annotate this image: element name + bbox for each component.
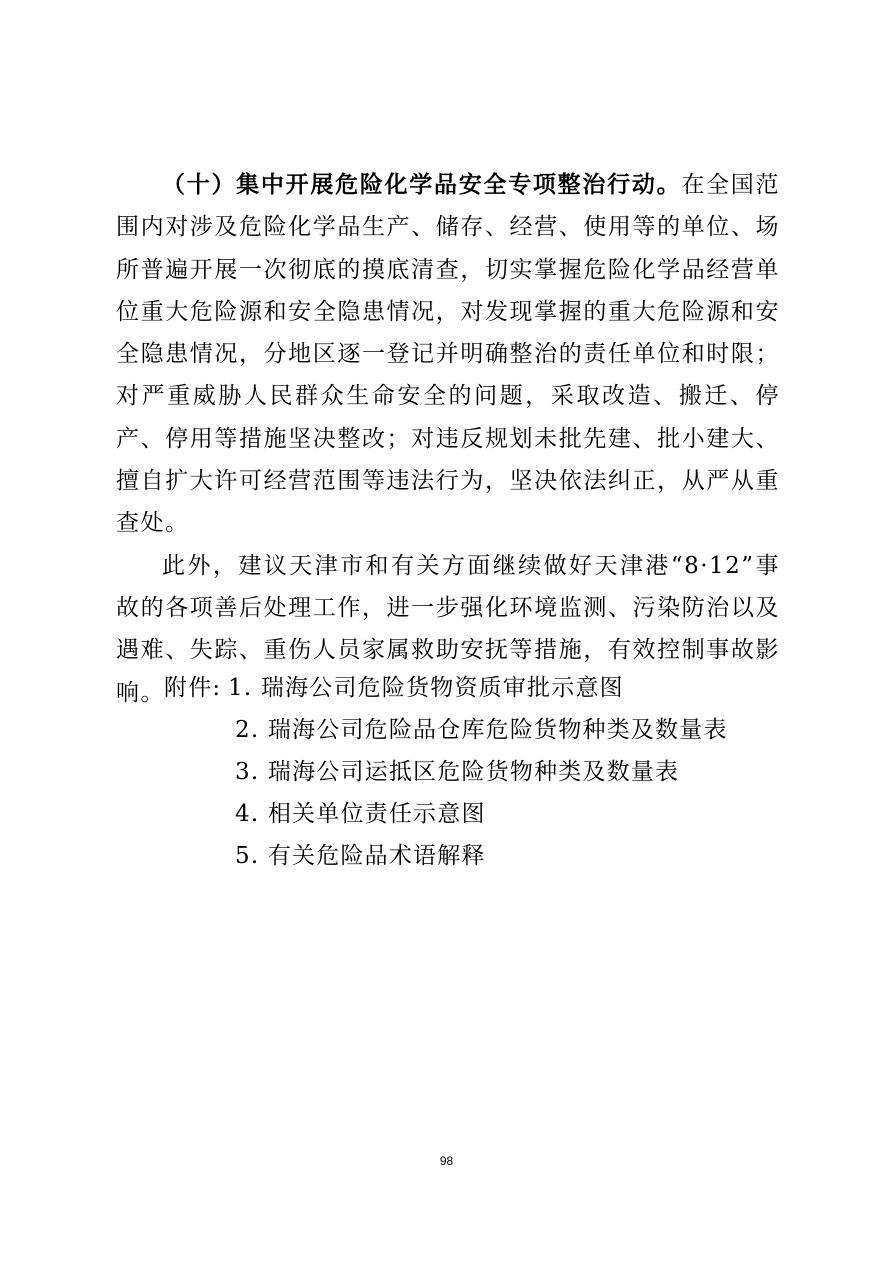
- page-number: 98: [439, 1154, 454, 1168]
- attachment-item: 5. 有关危险品术语解释: [235, 843, 486, 869]
- attachments-label: 附件:: [164, 675, 222, 701]
- attachment-item: 4. 相关单位责任示意图: [235, 801, 486, 827]
- paragraph-heading: （十）集中开展危险化学品安全专项整治行动。: [162, 171, 682, 198]
- attachment-item: 2. 瑞海公司危险品仓库危险货物种类及数量表: [235, 717, 728, 743]
- attachment-item: 3. 瑞海公司运抵区危险货物种类及数量表: [235, 759, 680, 785]
- attachment-row: [164, 667, 764, 709]
- attachments-list: [164, 667, 764, 877]
- paragraph-rectification-action: [116, 164, 780, 545]
- paragraph-body: 在全国范围内对涉及危险化学品生产、储存、经营、使用等的单位、场所普遍开展一次彻底的摸底清查，切实掌握危险化学品经营单位重大危险源和安全隐患情况，对发现掌握的重大危险源和安全隐患情况，分地区逐一登记并明确整治的责任单位和时限；对严重威胁人民群众生命安全的问题，采取改造、搬迁、停产、停用等措施坚决整改；对违反规划未批先建、批小建大、擅自扩大许可经营范围等违法行为，坚决依法纠正，从严从重查处。: [116, 172, 781, 537]
- attachment-item: 1. 瑞海公司危险货物资质审批示意图: [228, 675, 624, 701]
- paragraph-body: 此外，建议天津市和有关方面继续做好天津港“8·12”事故的各项善后处理工作，进一步强化环境监测、污染防治以及遇难、失踪、重伤人员家属救助安抚等措施，有效控制事故影响。: [116, 552, 780, 706]
- body-text: [116, 164, 780, 714]
